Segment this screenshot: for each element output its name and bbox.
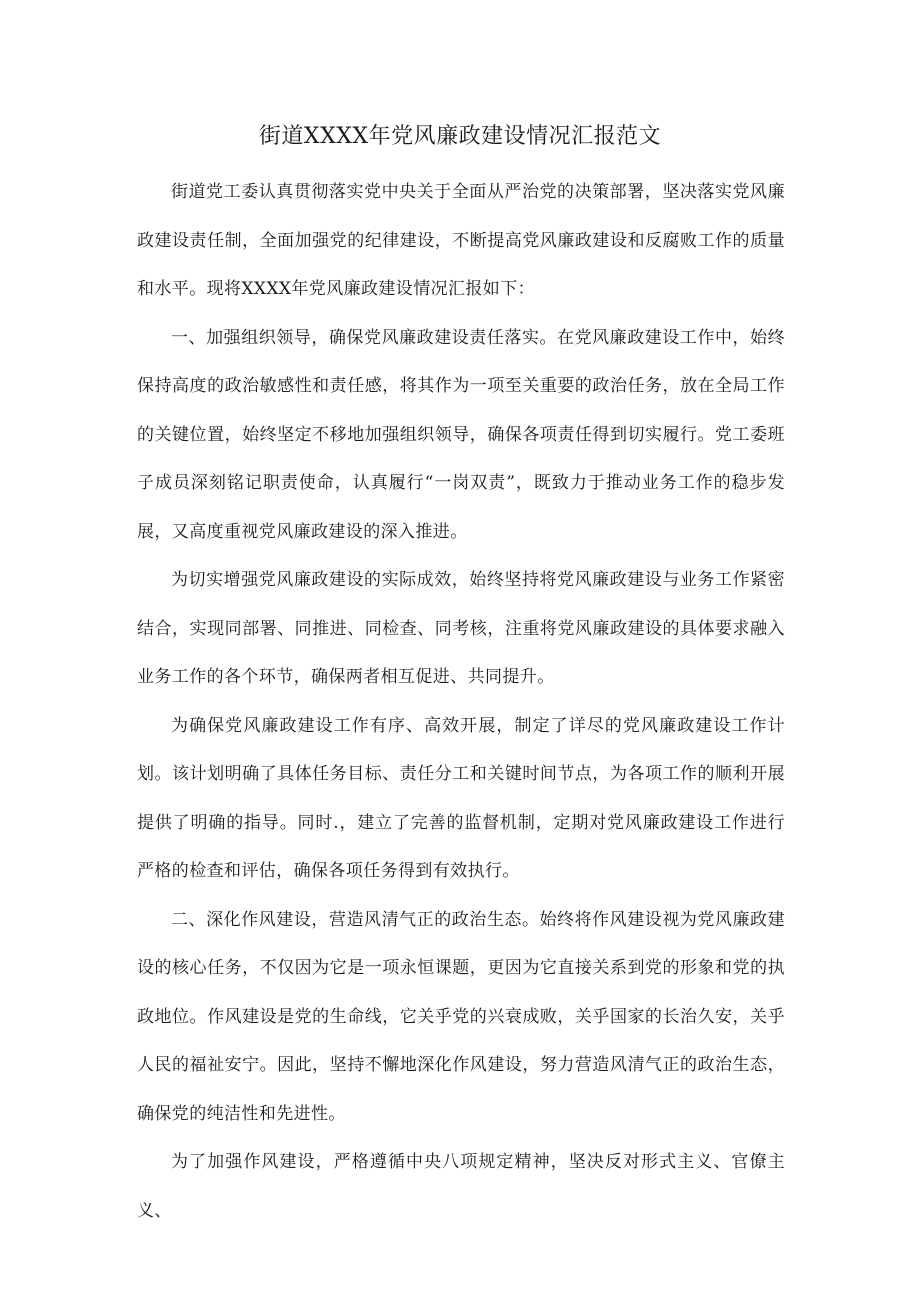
document-body — [137, 168, 785, 1235]
paragraph-section-1: 一、加强组织领导，确保党风廉政建设责任落实。在党风廉政建设工作中，始终保持高度的政治敏感性和责任感，将其作为一项至关重要的政治任务，放在全局工作的关键位置，始终坚定不移地加强组织领导，确保各项责任得到切实履行。党工委班子成员深刻铭记职责使命，认真履行“一岗双责”，既致力于推动业务工作的稳步发展，又高度重视党风廉政建设的深入推进。 — [137, 327, 785, 542]
paragraph-section-2: 二、深化作风建设，营造风清气正的政治生态。始终将作风建设视为党风廉政建设的核心任务，不仅因为它是一项永恒课题，更因为它直接关系到党的形象和党的执政地位。作风建设是党的生命线，它关乎党的兴衰成败，关乎国家的长治久安，关乎人民的福祉安宁。因此，坚持不懈地深化作风建设，努力营造风清气正的政治生态，确保党的纯洁性和先进性。 — [137, 909, 785, 1124]
document-title: 街道XXXX年党风廉政建设情况汇报范文 — [258, 124, 662, 149]
paragraph-section-2-continued: 为了加强作风建设，严格遵循中央八项规定精神，坚决反对形式主义、官僚主义、 — [137, 1152, 785, 1221]
paragraph-section-1-integration: 为切实增强党风廉政建设的实际成效，始终坚持将党风廉政建设与业务工作紧密结合，实现同部署、同推进、同检查、同考核，注重将党风廉政建设的具体要求融入业务工作的各个环节，确保两者相互促进、共同提升。 — [137, 570, 785, 687]
paragraph-intro: 街道党工委认真贯彻落实党中央关于全面从严治党的决策部署，坚决落实党风廉政建设责任制，全面加强党的纪律建设，不断提高党风廉政建设和反腐败工作的质量和水平。现将XXXX年党风廉政建设情况汇报如下： — [137, 182, 785, 299]
paragraph-section-1-plan: 为确保党风廉政建设工作有序、高效开展，制定了详尽的党风廉政建设工作计划。该计划明确了具体任务目标、责任分工和关键时间节点，为各项工作的顺利开展提供了明确的指导。同时.，建立了完善的监督机制，定期对党风廉政建设工作进行严格的检查和评估，确保各项任务得到有效执行。 — [137, 715, 785, 881]
